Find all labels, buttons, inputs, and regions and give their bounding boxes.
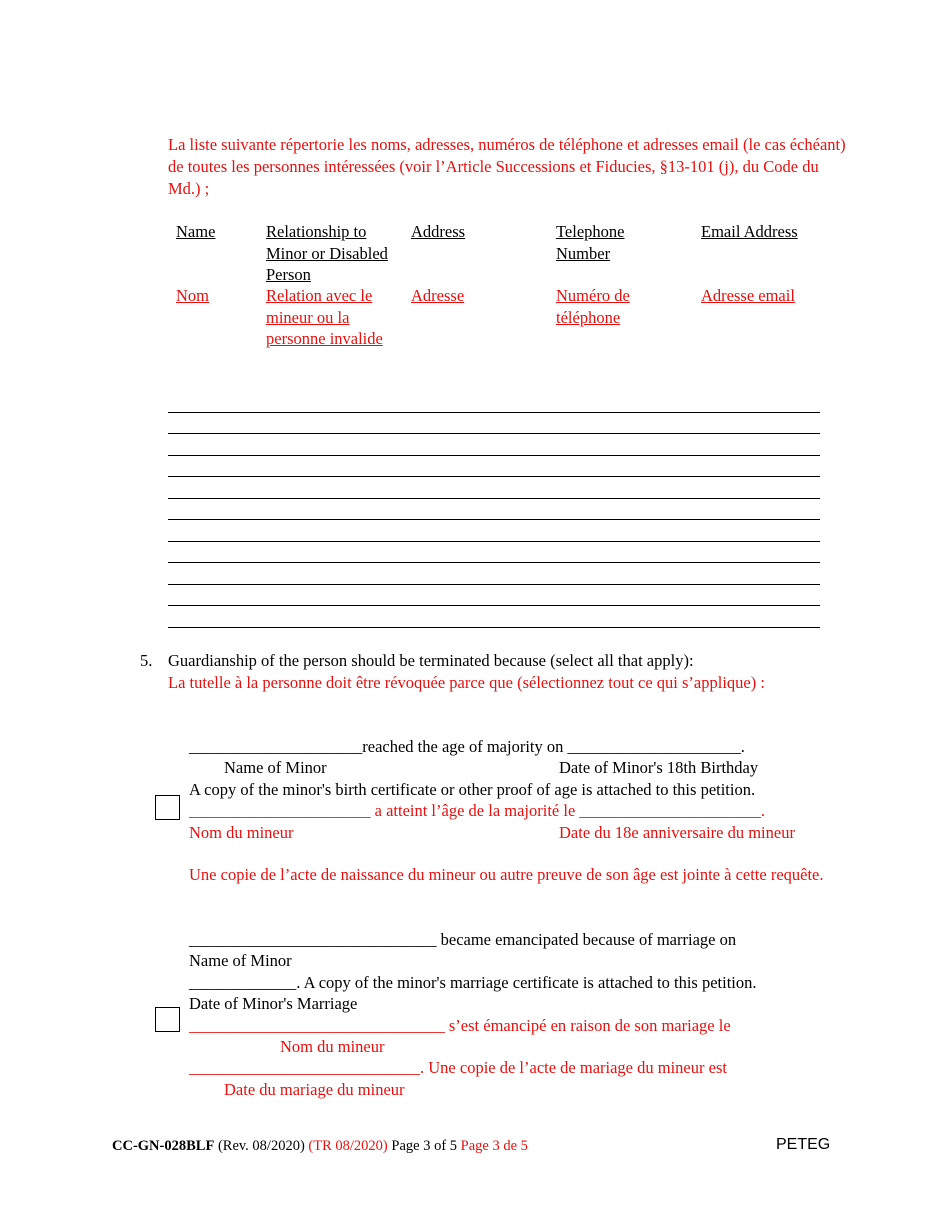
form-revision: (Rev. 08/2020) xyxy=(214,1138,309,1154)
header-name: Name xyxy=(176,222,216,241)
marriage-certificate-note-fr: . Une copie de l’acte de mariage du mineur est xyxy=(420,1058,727,1077)
majority-text: reached the age of majority on xyxy=(362,737,568,756)
header-relationship: Relationship to Minor or Disabled Person xyxy=(266,222,388,284)
blank-entry-line[interactable] xyxy=(168,605,820,606)
label-nom-du-mineur: Nom du mineur xyxy=(189,823,294,842)
emancipation-line-en xyxy=(189,929,736,950)
birth-certificate-note: A copy of the minor's birth certificate or other proof of age is attached to this petition. xyxy=(189,780,756,799)
blank-entry-line[interactable] xyxy=(168,455,820,456)
page-number-fr: Page 3 de 5 xyxy=(460,1138,528,1154)
translation-revision: (TR 08/2020) xyxy=(308,1138,388,1154)
blank-entry-line[interactable] xyxy=(168,627,820,628)
header-telephone: Telephone Number xyxy=(556,222,625,263)
label-name-of-minor-2: Name of Minor xyxy=(189,951,292,970)
emancipation-text-fr: s’est émancipé en raison de son mariage le xyxy=(444,1016,731,1035)
minor-name-blank-fr[interactable]: ______________________ xyxy=(189,801,371,820)
marriage-date-blank[interactable]: _____________ xyxy=(189,973,297,992)
majority-checkbox[interactable] xyxy=(155,795,180,820)
label-date-mariage: Date du mariage du mineur xyxy=(224,1080,405,1099)
blank-entry-line[interactable] xyxy=(168,519,820,520)
blank-entry-line[interactable] xyxy=(168,433,820,434)
majority-text-fr: a atteint l’âge de la majorité le xyxy=(370,801,580,820)
marriage-line-en xyxy=(189,972,757,993)
footer-form-info xyxy=(112,1136,528,1157)
header-address-fr: Adresse xyxy=(411,286,465,305)
minor-name-blank-2-fr[interactable]: _______________________________ xyxy=(189,1016,445,1035)
emancipation-text: became emancipated because of marriage on xyxy=(436,930,737,949)
majority-line-fr xyxy=(189,800,765,821)
birthday-blank[interactable]: _____________________. xyxy=(567,737,745,756)
label-nom-du-mineur-2: Nom du mineur xyxy=(280,1037,385,1056)
blank-entry-line[interactable] xyxy=(168,412,820,413)
blank-entry-line[interactable] xyxy=(168,562,820,563)
marriage-certificate-note: . A copy of the minor's marriage certificate is attached to this petition. xyxy=(296,973,757,992)
header-email: Email Address xyxy=(701,222,798,241)
minor-name-blank[interactable]: _____________________ xyxy=(189,737,363,756)
section5-title-fr: La tutelle à la personne doit être révoquée parce que (sélectionnez tout ce qui s’applique) : xyxy=(168,673,765,692)
birth-certificate-note-fr: Une copie de l’acte de naissance du mineur ou autre preuve de son âge est jointe à cette requête. xyxy=(189,865,824,884)
label-name-of-minor: Name of Minor xyxy=(224,758,327,777)
form-code: PETEG xyxy=(776,1136,831,1153)
blank-entry-line[interactable] xyxy=(168,476,820,477)
section5-title: Guardianship of the person should be terminated because (select all that apply): xyxy=(168,651,694,670)
section-number: 5. xyxy=(140,651,153,670)
header-address: Address xyxy=(411,222,466,241)
header-email-fr: Adresse email xyxy=(701,286,795,305)
header-name-fr: Nom xyxy=(176,286,209,305)
emancipation-checkbox[interactable] xyxy=(155,1007,180,1032)
form-id: CC-GN-028BLF xyxy=(112,1138,215,1154)
label-18th-birthday: Date of Minor's 18th Birthday xyxy=(559,758,759,777)
blank-entry-line[interactable] xyxy=(168,498,820,499)
label-anniversaire: Date du 18e anniversaire du mineur xyxy=(559,823,795,842)
page-number: Page 3 of 5 xyxy=(387,1138,461,1154)
intro-paragraph-fr: La liste suivante répertorie les noms, adresses, numéros de téléphone et adresses email (le cas échéant) de toutes les personnes intéressées (voir l’Article Successions et Fiducies, §13-101 (j), du Code du Md.) ; xyxy=(168,135,846,198)
minor-name-blank-2[interactable]: ______________________________ xyxy=(189,930,437,949)
blank-entry-line[interactable] xyxy=(168,541,820,542)
header-telephone-fr: Numéro de téléphone xyxy=(556,286,630,327)
label-marriage-date: Date of Minor's Marriage xyxy=(189,994,358,1013)
marriage-line-fr xyxy=(189,1057,727,1078)
marriage-date-blank-fr[interactable]: ____________________________ xyxy=(189,1058,420,1077)
header-relationship-fr: Relation avec le mineur ou la personne invalide xyxy=(266,286,383,348)
blank-entry-line[interactable] xyxy=(168,584,820,585)
majority-line-en xyxy=(189,736,745,757)
birthday-blank-fr[interactable]: ______________________. xyxy=(579,801,766,820)
emancipation-line-fr xyxy=(189,1015,731,1036)
